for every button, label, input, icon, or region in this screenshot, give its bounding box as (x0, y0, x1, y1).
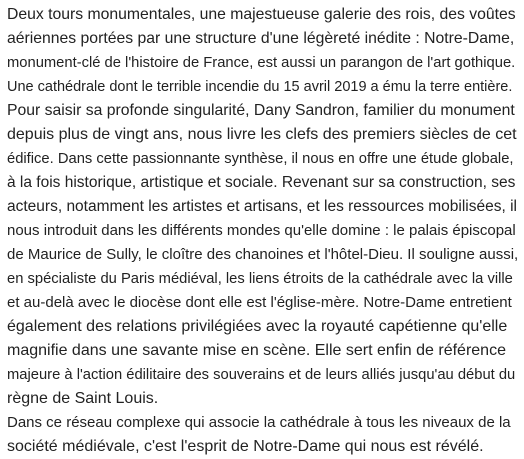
text-line: Deux tours monumentales, une majestueuse galerie des rois, des voûtes (7, 6, 516, 23)
text-line: et au-delà avec le diocèse dont elle est l'église-mère. Notre-Dame entretient (7, 294, 512, 311)
text-line: nous introduit dans les différents mondes qu'elle domine : le palais épiscopal (7, 222, 516, 239)
text-line: édifice. Dans cette passionnante synthèse, il nous en offre une étude globale, (7, 151, 514, 167)
text-line: Dans ce réseau complexe qui associe la cathédrale à tous les niveaux de la (7, 414, 511, 431)
text-line: depuis plus de vingt ans, nous livre les clefs des premiers siècles de cet (7, 126, 517, 143)
text-line: monument-clé de l'histoire de France, est aussi un parangon de l'art gothique. (7, 55, 516, 71)
text-line: majeure à l'action édilitaire des souverains et de leurs alliés jusqu'au début du (7, 367, 516, 383)
text-line: Pour saisir sa profonde singularité, Dany Sandron, familier du monument (7, 102, 515, 119)
text-line: Une cathédrale dont le terrible incendie du 15 avril 2019 a ému la terre entière. (7, 79, 513, 95)
text-line: de Maurice de Sully, le cloître des chanoines et l'hôtel-Dieu. Il souligne aussi, (7, 246, 519, 263)
text-line: acteurs, notamment les artistes et artisans, et les ressources mobilisées, il (7, 198, 517, 215)
text-line: règne de Saint Louis. (7, 390, 159, 407)
text-line: société médiévale, c'est l'esprit de Notre-Dame qui nous est révélé. (7, 438, 484, 455)
text-line: aériennes portées par une structure d'une légèreté inédite : Notre-Dame, (7, 30, 515, 47)
text-line: également des relations privilégiées avec la royauté capétienne qu'elle (7, 318, 508, 335)
text-line: à la fois historique, artistique et sociale. Revenant sur sa construction, ses (7, 174, 516, 191)
text-line: en spécialiste du Paris médiéval, les liens étroits de la cathédrale avec la ville (7, 271, 513, 287)
text-line: magnifie dans une savante mise en scène. Elle sert enfin de référence (7, 342, 506, 359)
